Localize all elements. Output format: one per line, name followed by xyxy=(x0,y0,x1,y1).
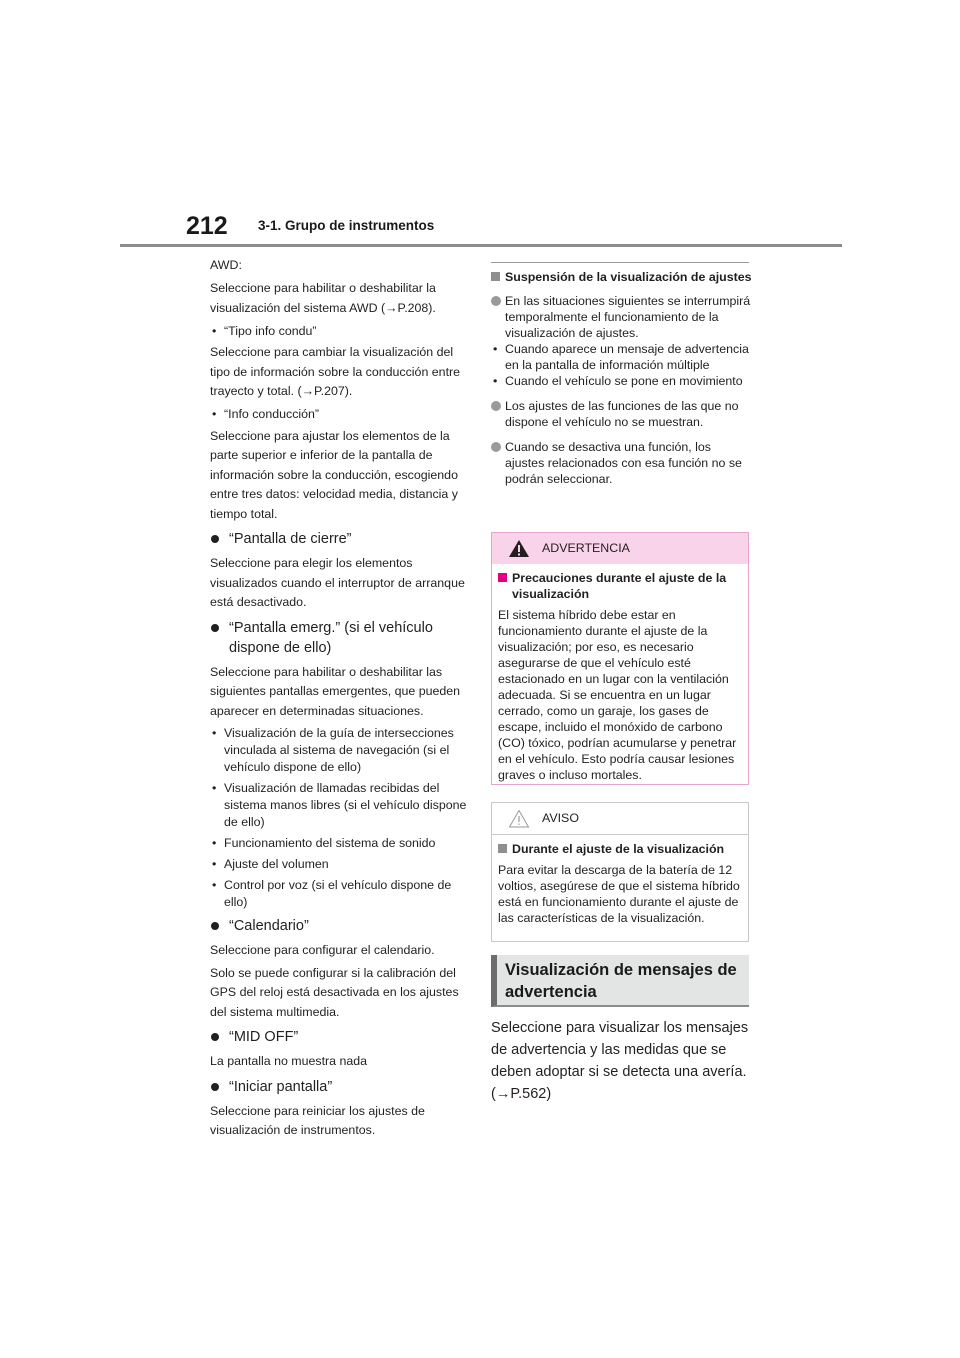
bullet-dot-icon xyxy=(211,922,219,930)
section-title: 3-1. Grupo de instrumentos xyxy=(258,218,435,233)
pantalla-emerg-desc: Seleccione para habilitar o deshabilitar las siguientes pantallas emergentes, que pueden aparecer en determinadas situaciones. xyxy=(210,664,461,718)
bullet-dot-icon xyxy=(211,624,219,632)
pantalla-cierre-heading: “Pantalla de cierre” xyxy=(210,529,468,549)
calendario-note: Solo se puede configurar si la calibración del GPS del reloj está desactivada en los ajustes del sistema multimedia. xyxy=(210,965,459,1019)
warning-box xyxy=(491,532,749,785)
header-rule xyxy=(120,244,842,247)
warning-triangle-icon xyxy=(508,539,530,558)
awd-desc: Seleccione para habilitar o deshabilitar la visualización del sistema AWD (→P.208). xyxy=(210,281,436,315)
warning-heading: Precauciones durante el ajuste de la visualización xyxy=(498,570,742,602)
square-bullet-icon xyxy=(491,272,500,281)
bullet-dot-icon xyxy=(211,535,219,543)
warning-body: El sistema híbrido debe estar en funcionamiento durante el ajuste de la visualización; por eso, es necesario asegurarse de que el vehículo esté estacionado en un lugar con la ventilación adecuada. Si se encuentra en un lugar cerrado, como un garaje, los gases de escape, incluido el monóxido de carbono (CO) tóxico, podrían acumularse y penetrar en el vehículo. Esto podría causar lesiones graves o incluso mortales. xyxy=(498,608,737,782)
list-item: • Control por voz (si el vehículo dispone de ello) xyxy=(210,877,468,911)
notice-box xyxy=(491,802,749,942)
notice-title: AVISO xyxy=(542,811,579,825)
list-item: • Cuando el vehículo se pone en movimiento xyxy=(491,373,753,389)
iniciar-desc: Seleccione para reiniciar los ajustes de visualización de instrumentos. xyxy=(210,1103,425,1137)
notice-body: Para evitar la descarga de la batería de 12 voltios, asegúrese de que el sistema híbrido está en funcionamiento durante el ajuste de las características de la visualización. xyxy=(498,863,740,925)
right-column xyxy=(491,269,753,496)
circle-bullet-icon xyxy=(491,401,501,411)
list-item: • Visualización de llamadas recibidas del sistema manos libres (si el vehículo dispone de ello) xyxy=(210,780,468,831)
note-disabled-function: Cuando se desactiva una función, los ajustes relacionados con esa función no se podrán seleccionar. xyxy=(491,439,753,487)
caution-triangle-outline-icon xyxy=(508,809,530,828)
warning-messages-heading: Visualización de mensajes de advertencia xyxy=(491,955,749,1007)
list-item: • Cuando aparece un mensaje de advertencia en la pantalla de información múltiple xyxy=(491,341,753,373)
page-number: 212 xyxy=(186,212,228,240)
pantalla-emerg-heading: “Pantalla emerg.” (si el vehículo dispone de ello) xyxy=(210,618,468,658)
suspension-heading: Suspensión de la visualización de ajustes xyxy=(491,269,753,285)
suspension-note: En las situaciones siguientes se interrumpirá temporalmente el funcionamiento de la visualización de ajustes. xyxy=(491,293,753,341)
calendario-desc: Seleccione para configurar el calendario. xyxy=(210,942,435,957)
bullet-dot-icon xyxy=(211,1083,219,1091)
square-bullet-icon xyxy=(498,844,507,853)
pantalla-cierre-desc: Seleccione para elegir los elementos visualizados cuando el interruptor de arranque está desactivado. xyxy=(210,556,465,609)
warning-messages-text: Seleccione para visualizar los mensajes de advertencia y las medidas que se deben adoptar si se detecta una avería. (→P.562) xyxy=(491,1020,749,1102)
list-item: • Funcionamiento del sistema de sonido xyxy=(210,835,468,852)
info-conduccion-desc: Seleccione para ajustar los elementos de la parte superior e inferior de la pantalla de información sobre la conducción, escogiendo entre tres datos: velocidad media, distancia y tiempo total. xyxy=(210,428,458,521)
note-unavailable-functions: Los ajustes de las funciones de las que no dispone el vehículo no se muestran. xyxy=(491,398,753,430)
list-item: • Ajuste del volumen xyxy=(210,856,468,873)
warning-title: ADVERTENCIA xyxy=(542,541,630,555)
warning-header xyxy=(492,533,748,564)
notice-header xyxy=(492,803,748,835)
awd-label: AWD: xyxy=(210,258,242,272)
column-rule xyxy=(491,262,749,263)
circle-bullet-icon xyxy=(491,442,501,452)
circle-bullet-icon xyxy=(491,296,501,306)
mid-off-heading: “MID OFF” xyxy=(210,1027,468,1047)
list-item: • Visualización de la guía de intersecciones vinculada al sistema de navegación (si el vehículo dispone de ello) xyxy=(210,725,468,776)
left-column xyxy=(210,256,468,1144)
mid-off-desc: La pantalla no muestra nada xyxy=(210,1054,368,1068)
info-conduccion-bullet: • “Info conducción” xyxy=(210,405,468,425)
bullet-dot-icon xyxy=(211,1033,219,1041)
iniciar-heading: “Iniciar pantalla” xyxy=(210,1077,468,1097)
notice-heading: Durante el ajuste de la visualización xyxy=(498,841,742,857)
tipo-info-bullet: • “Tipo info condu” xyxy=(210,322,468,342)
calendario-heading: “Calendario” xyxy=(210,916,468,936)
square-bullet-icon xyxy=(498,573,507,582)
tipo-info-desc: Seleccione para cambiar la visualización del tipo de información sobre la conducción entre trayecto y total. (→P.207). xyxy=(210,345,461,398)
